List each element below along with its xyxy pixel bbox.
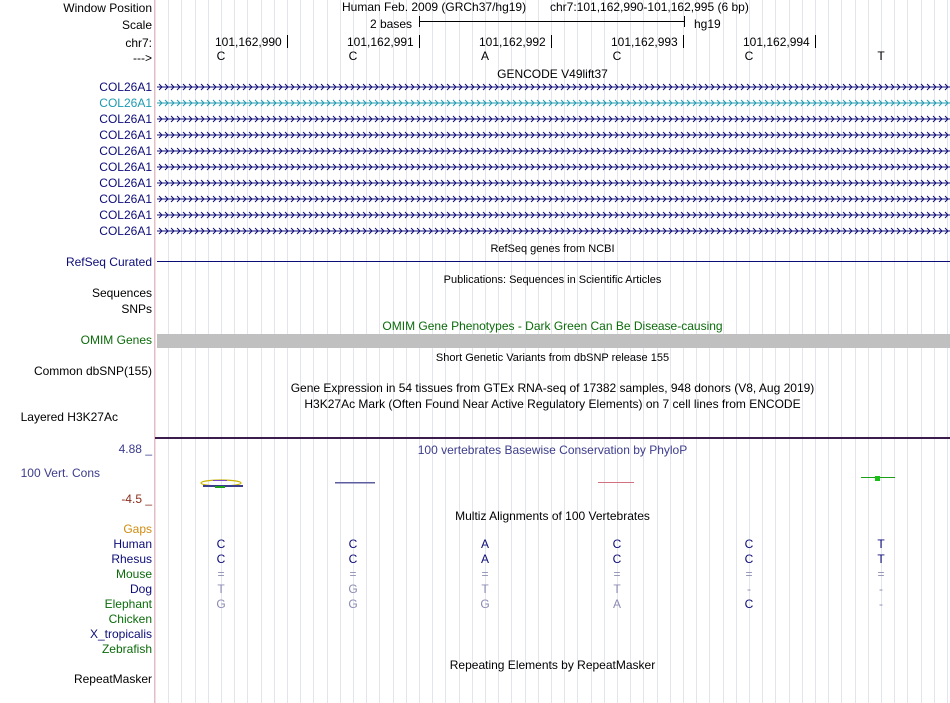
scale-text: 2 bases xyxy=(370,17,413,31)
phylop-plot[interactable] xyxy=(155,455,950,505)
ruler-coordinate: 101,162,993 xyxy=(611,35,678,49)
gencode-gene-row[interactable] xyxy=(155,210,950,220)
gencode-gene-label[interactable]: COL26A1 xyxy=(99,128,152,142)
repeatmasker-track-label[interactable]: RepeatMasker xyxy=(73,672,152,686)
gtex-track-title[interactable]: Gene Expression in 54 tissues from GTEx RNA-seq of 17382 samples, 948 donors (V8, Aug 2019) xyxy=(290,381,815,395)
ruler-base: C xyxy=(348,49,358,63)
alignment-base: C xyxy=(744,537,754,551)
alignment-base: C xyxy=(612,537,622,551)
gencode-gene-row[interactable] xyxy=(155,130,950,140)
alignment-base: A xyxy=(612,597,621,611)
track-data-area[interactable] xyxy=(155,0,950,703)
alignment-base: = xyxy=(481,567,489,581)
gencode-gene-row[interactable] xyxy=(155,226,950,236)
gencode-gene-label[interactable]: COL26A1 xyxy=(99,224,152,238)
alignment-base: G xyxy=(348,597,358,611)
ruler-coordinate: 101,162,991 xyxy=(347,35,414,49)
alignment-base: C xyxy=(348,552,358,566)
phylop-min-label: -4.5 _ xyxy=(121,492,152,506)
gencode-gene-label[interactable]: COL26A1 xyxy=(99,144,152,158)
species-label[interactable]: Rhesus xyxy=(111,552,152,566)
alignment-base: T xyxy=(877,552,885,566)
gencode-gene-label[interactable]: COL26A1 xyxy=(99,192,152,206)
gencode-gene-label[interactable]: COL26A1 xyxy=(99,112,152,126)
alignment-base: C xyxy=(744,597,754,611)
position-text: chr7:101,162,990-101,162,995 (6 bp) xyxy=(550,0,749,14)
alignment-base: - xyxy=(879,582,883,596)
gencode-gene-label[interactable]: COL26A1 xyxy=(99,80,152,94)
species-label[interactable]: Chicken xyxy=(108,612,152,626)
omim-bar[interactable] xyxy=(157,334,950,348)
ruler-base: C xyxy=(612,49,622,63)
alignment-base: = xyxy=(217,567,225,581)
ruler-tick xyxy=(815,35,816,48)
species-label[interactable]: Zebrafish xyxy=(101,642,152,656)
ruler-coordinate: 101,162,992 xyxy=(479,35,546,49)
gencode-track-title[interactable]: GENCODE V49lift37 xyxy=(497,67,608,81)
alignment-base: - xyxy=(747,582,751,596)
alignment-base: C xyxy=(744,552,754,566)
ruler-tick xyxy=(287,35,288,48)
gencode-gene-label[interactable]: COL26A1 xyxy=(99,208,152,222)
refseq-gene-line[interactable] xyxy=(157,261,950,262)
species-label[interactable]: Mouse xyxy=(115,567,152,581)
assembly-title: Human Feb. 2009 (GRCh37/hg19) xyxy=(342,0,527,14)
ruler-tick xyxy=(419,35,420,48)
alignment-base: C xyxy=(612,552,622,566)
gencode-gene-row[interactable] xyxy=(155,178,950,188)
alignment-base: G xyxy=(480,597,490,611)
omim-track-label[interactable]: OMIM Genes xyxy=(80,333,152,347)
sequences-track-label[interactable]: Sequences xyxy=(91,286,152,300)
ruler-tick xyxy=(683,35,684,48)
ruler-base: C xyxy=(744,49,754,63)
gencode-gene-row[interactable] xyxy=(155,82,950,92)
species-label[interactable]: Dog xyxy=(129,582,152,596)
ruler-base: C xyxy=(216,49,226,63)
phylop-mark-1 xyxy=(201,480,243,488)
phylop-mark-3 xyxy=(598,482,634,483)
omim-track-title[interactable]: OMIM Gene Phenotypes - Dark Green Can Be Disease-causing xyxy=(382,319,723,333)
species-label[interactable]: Elephant xyxy=(104,597,152,611)
alignment-base: C xyxy=(348,537,358,551)
publications-track-title[interactable]: Publications: Sequences in Scientific Articles xyxy=(443,274,662,286)
alignment-base: = xyxy=(613,567,621,581)
scale-bar-right-tick xyxy=(684,16,685,27)
alignment-base: T xyxy=(877,537,885,551)
alignment-base: = xyxy=(877,567,885,581)
strand-label: ---> xyxy=(133,51,152,65)
gencode-gene-row[interactable] xyxy=(155,146,950,156)
alignment-base: = xyxy=(349,567,357,581)
alignment-base: T xyxy=(217,582,225,596)
scale-bar xyxy=(419,21,684,22)
refseq-track-label[interactable]: RefSeq Curated xyxy=(65,255,152,269)
snps-track-label[interactable]: SNPs xyxy=(121,302,152,316)
phylop-mark-2 xyxy=(335,482,375,484)
h3k27ac-track-title[interactable]: H3K27Ac Mark (Often Found Near Active Regulatory Elements) on 7 cell lines from ENCODE xyxy=(304,397,801,411)
phylop-track-label[interactable]: 100 Vert. Cons xyxy=(20,466,100,480)
alignment-base: T xyxy=(613,582,621,596)
gencode-gene-label[interactable]: COL26A1 xyxy=(99,96,152,110)
ruler-coordinate: 101,162,990 xyxy=(215,35,282,49)
scale-label: Scale xyxy=(121,18,152,32)
window-position-label: Window Position xyxy=(63,1,152,15)
alignment-base: A xyxy=(480,552,489,566)
chrom-label: chr7: xyxy=(125,36,152,50)
species-label[interactable]: Human xyxy=(113,537,152,551)
gencode-gene-row[interactable] xyxy=(155,98,950,108)
phylop-max-label: 4.88 _ xyxy=(118,442,152,456)
alignment-base: = xyxy=(745,567,753,581)
multiz-track-title[interactable]: Multiz Alignments of 100 Vertebrates xyxy=(455,509,650,523)
repeatmasker-track-title[interactable]: Repeating Elements by RepeatMasker xyxy=(449,658,656,672)
db-text: hg19 xyxy=(694,17,721,31)
track-label-column xyxy=(0,0,154,703)
alignment-base: C xyxy=(216,552,226,566)
gencode-gene-label[interactable]: COL26A1 xyxy=(99,176,152,190)
ruler-coordinate: 101,162,994 xyxy=(743,35,810,49)
alignment-base: G xyxy=(348,582,358,596)
phylop-track-title[interactable]: 100 vertebrates Basewise Conservation by PhyloP xyxy=(417,443,688,457)
refseq-track-title[interactable]: RefSeq genes from NCBI xyxy=(490,243,615,255)
alignment-base: G xyxy=(216,597,226,611)
alignment-base: T xyxy=(481,582,489,596)
h3k27ac-signal-line xyxy=(155,437,950,439)
species-label[interactable]: X_tropicalis xyxy=(89,627,152,641)
h3k27ac-track-label[interactable]: Layered H3K27Ac xyxy=(20,410,118,424)
ruler-base: A xyxy=(480,49,489,63)
phylop-mark-4 xyxy=(861,476,895,481)
alignment-base: C xyxy=(216,537,226,551)
dbsnp-track-title[interactable]: Short Genetic Variants from dbSNP release 155 xyxy=(435,352,670,364)
alignment-base: A xyxy=(480,537,489,551)
gencode-gene-row[interactable] xyxy=(155,114,950,124)
gaps-label[interactable]: Gaps xyxy=(123,522,152,536)
gencode-gene-row[interactable] xyxy=(155,162,950,172)
dbsnp-track-label[interactable]: Common dbSNP(155) xyxy=(33,364,152,378)
ruler-base: T xyxy=(877,49,885,63)
ruler-tick xyxy=(551,35,552,48)
gencode-gene-row[interactable] xyxy=(155,194,950,204)
gencode-gene-label[interactable]: COL26A1 xyxy=(99,160,152,174)
alignment-base: - xyxy=(879,597,883,611)
